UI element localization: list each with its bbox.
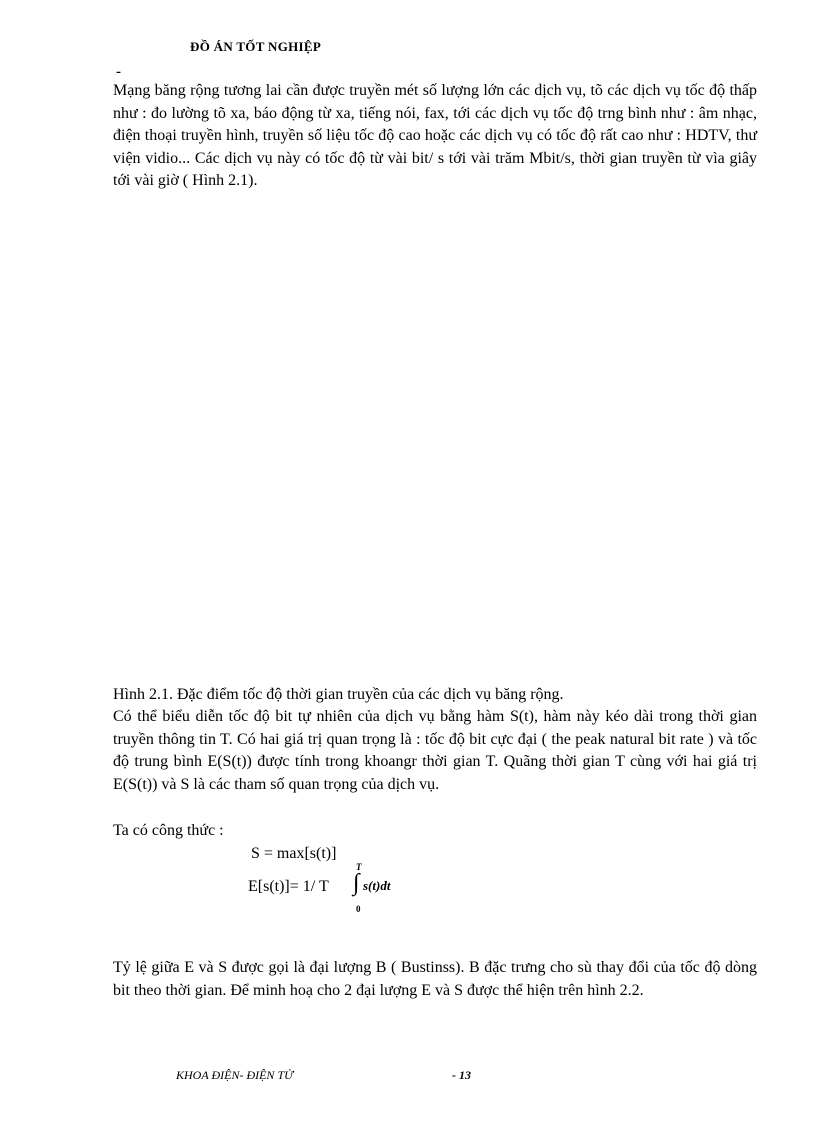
list-dash: - — [116, 64, 121, 80]
footer-department: KHOA ĐIỆN- ĐIỆN TỬ — [176, 1068, 294, 1082]
formula-mean: E[s(t)]= 1/ T — [248, 878, 329, 895]
footer-page-number: - 13 — [452, 1068, 471, 1082]
figure-placeholder — [113, 200, 757, 670]
paragraph-bitrate: Có thể biểu diễn tốc độ bit tự nhiên của dịch vụ bằng hàm S(t), hàm này kéo dài trong thời gian truyền thông tin T. Có hai giá trị quan trọng là : tốc độ bit cực đại ( the peak natural bit rate ) và tốc độ trung bình E(S(t)) được tính trong khoangr thời gian T. Quãng thời gian T cùng với hai giá trị E(S(t)) và S là các tham số quan trọng của dịch vụ. — [113, 708, 757, 793]
integral-upper-limit: T — [356, 862, 362, 872]
figure-caption: Hình 2.1. Đặc điểm tốc độ thời gian truyền của các dịch vụ băng rộng. — [113, 686, 564, 703]
page-header-title: ĐỒ ÁN TỐT NGHIỆP — [190, 39, 322, 54]
integral-body: s(t)dt — [363, 878, 391, 893]
paragraph-formula-intro: Ta có công thức : — [113, 822, 224, 839]
formula-max: S = max[s(t)] — [251, 845, 337, 862]
integral-lower-limit: 0 — [356, 904, 361, 914]
paragraph-burstiness: Tỷ lệ giữa E và S được gọi là đại lượng B ( Bustinss). B đặc trưng cho sù thay đổi của tốc độ dòng bit theo thời gian. Để minh hoạ cho 2 đại lượng E và S được thể hiện trên hình 2.2. — [113, 959, 757, 999]
integral-expression — [353, 862, 413, 916]
integral-sign: ∫ — [353, 870, 360, 896]
paragraph-intro: Mạng băng rộng tương lai cần được truyền mét số lượng lớn các dịch vụ, tõ các dịch vụ tốc độ thấp như : đo lường tõ xa, báo động từ xa, tiếng nói, fax, tới các dịch vụ tốc độ trng bình như : âm nhạc, điện thoại truyền hình, truyền số liệu tốc độ cao hoặc các dịch vụ có tốc độ rất cao như : HDTV, thư viện vidio... Các dịch vụ này có tốc độ từ vài bit/ s tới vài trăm Mbit/s, thời gian truyền từ vìa giây tới vài giờ ( Hình 2.1). — [113, 82, 757, 190]
